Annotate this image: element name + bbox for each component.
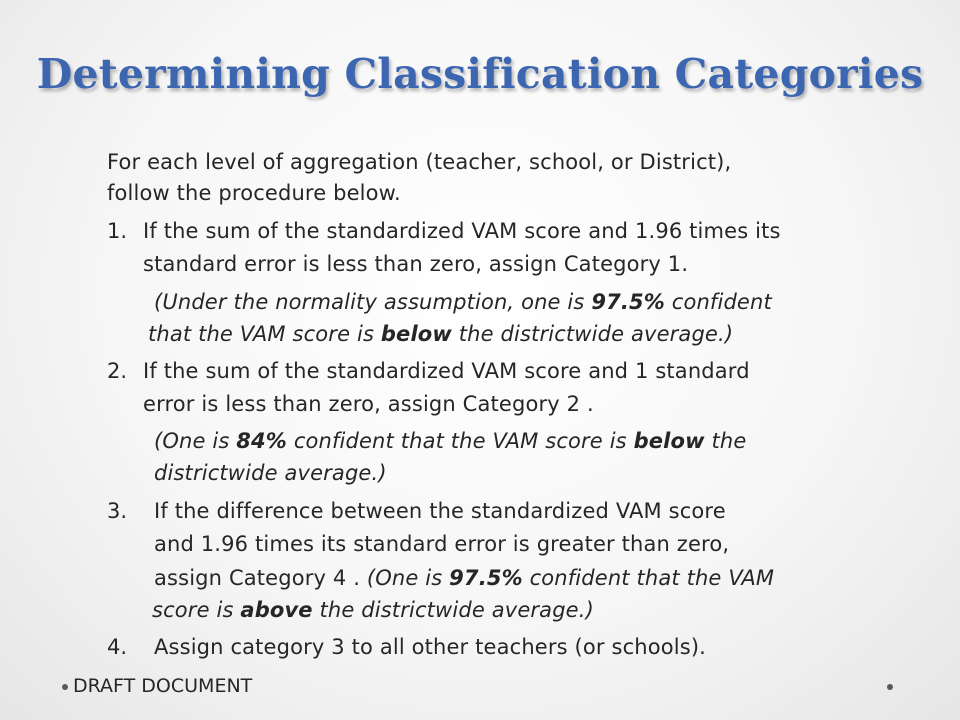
step-2-line-2: error is less than zero, assign Category 2 . <box>143 392 594 416</box>
step-2-line-1: If the sum of the standardized VAM score and 1 standard <box>143 359 750 383</box>
step-4-line-1: Assign category 3 to all other teachers (or schools). <box>154 635 706 659</box>
step-1-line-2: standard error is less than zero, assign Category 1. <box>143 252 689 276</box>
intro-line-1: For each level of aggregation (teacher, school, or District), <box>107 150 732 174</box>
footer-bullet-icon <box>62 684 68 690</box>
step-2-number: 2. <box>107 359 128 383</box>
step-2-note-line-2: districtwide average.) <box>154 461 387 485</box>
step-3-note-line-2: score is above the districtwide average.) <box>152 598 594 622</box>
step-1-note-line-2: that the VAM score is below the districtwide average.) <box>148 322 734 346</box>
step-3-line-1: If the difference between the standardized VAM score <box>154 499 726 523</box>
step-3-line-3: assign Category 4 . (One is 97.5% confident that the VAM <box>154 566 775 590</box>
step-3-number: 3. <box>107 499 128 523</box>
slide-number-dot-icon <box>887 684 893 690</box>
step-1-line-1: If the sum of the standardized VAM score and 1.96 times its <box>143 219 781 243</box>
footer-label: DRAFT DOCUMENT <box>73 675 253 697</box>
step-4-number: 4. <box>107 635 128 659</box>
slide-title: Determining Classification Categories <box>36 50 924 98</box>
intro-line-2: follow the procedure below. <box>107 181 401 205</box>
step-3-line-2: and 1.96 times its standard error is greater than zero, <box>154 532 730 556</box>
step-1-number: 1. <box>107 219 128 243</box>
step-1-note-line-1: (Under the normality assumption, one is 97.5% confident <box>154 290 772 314</box>
step-2-note-line-1: (One is 84% confident that the VAM score is below the <box>154 429 747 453</box>
